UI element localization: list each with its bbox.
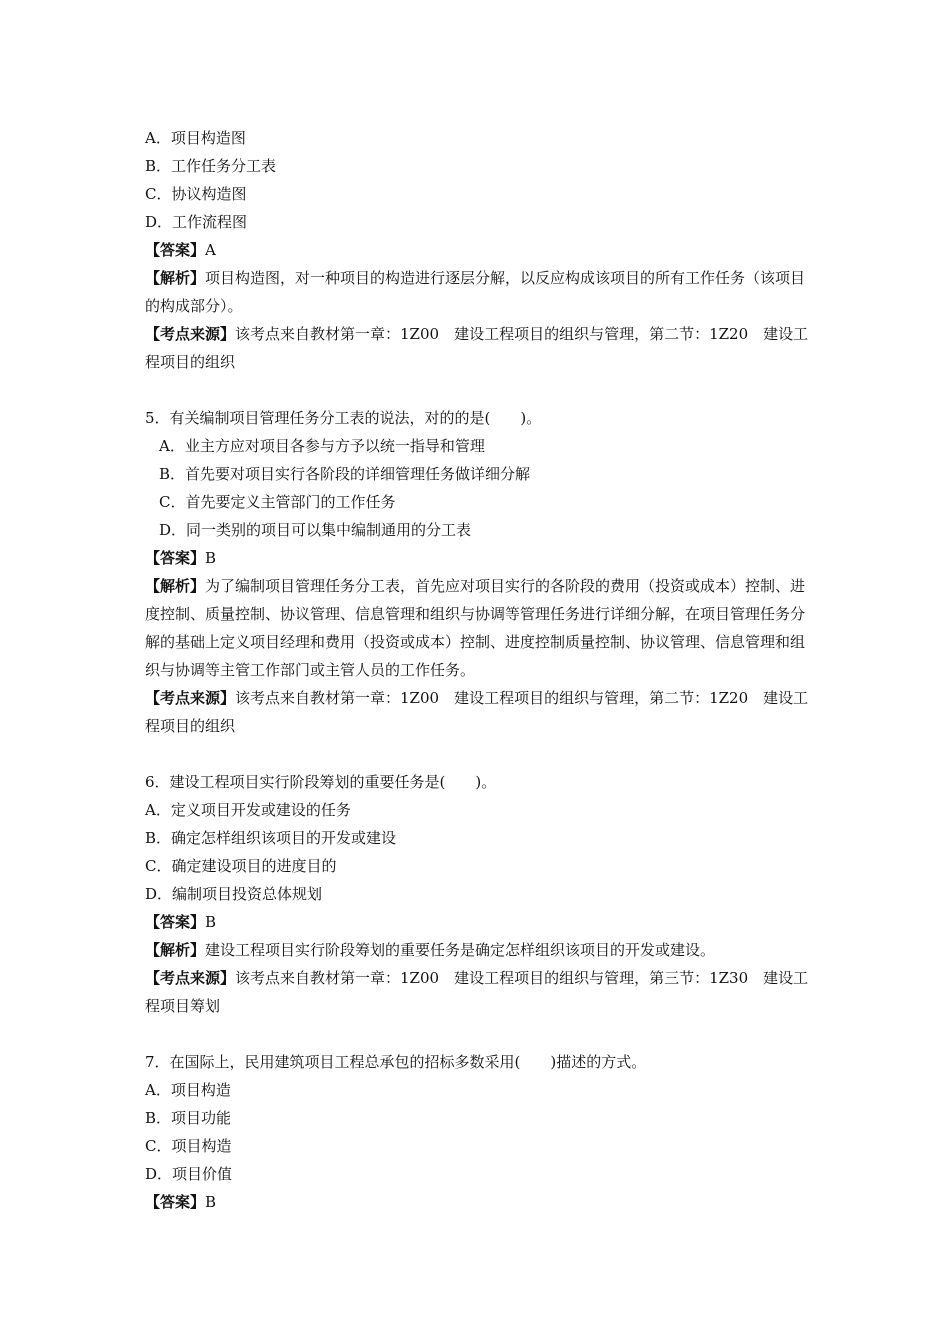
option-c: C．首先要定义主管部门的工作任务 — [159, 493, 396, 511]
question-stem: 6．建设工程项目实行阶段筹划的重要任务是( )。 — [145, 773, 497, 791]
option-d: D．项目价值 — [145, 1165, 233, 1183]
option-a: A．定义项目开发或建设的任务 — [145, 801, 351, 819]
answer-line — [145, 908, 815, 936]
option-d: D．工作流程图 — [145, 213, 248, 231]
question-stem: 7．在国际上，民用建筑项目工程总承包的招标多数采用( )描述的方式。 — [145, 1053, 647, 1071]
option-d: D．同一类别的项目可以集中编制通用的分工表 — [159, 521, 472, 539]
source-line — [145, 320, 815, 376]
analysis-text: 建设工程项目实行阶段筹划的重要任务是确定怎样组织该项目的开发或建设。 — [205, 941, 716, 959]
option-c: C．确定建设项目的进度目的 — [145, 857, 337, 875]
option-a: A．项目构造 — [145, 1081, 231, 1099]
question-7 — [145, 1048, 815, 1216]
answer-value: A — [205, 241, 216, 259]
answer-label: 【答案】 — [145, 913, 206, 931]
source-text: 该考点来自教材第一章：1Z00 建设工程项目的组织与管理，第三节：1Z30 建设工程项目筹划 — [145, 969, 809, 1015]
question-6 — [145, 768, 815, 1020]
option-b: B．确定怎样组织该项目的开发或建设 — [145, 829, 397, 847]
analysis-label: 【解析】 — [145, 941, 206, 959]
analysis-line — [145, 572, 815, 684]
analysis-text: 为了编制项目管理任务分工表，首先应对项目实行的各阶段的费用（投资或成本）控制、进度控制、质量控制、协议管理、信息管理和组织与协调等管理任务进行详细分解，在项目管理任务分解的基础上定义项目经理和费用（投资或成本）控制、进度控制质量控制、协议管理、信息管理和组织与协调等主管工作部门或主管人员的工作任务。 — [145, 577, 806, 679]
answer-line — [145, 236, 815, 264]
spacer — [145, 376, 815, 404]
analysis-line — [145, 264, 815, 320]
answer-label: 【答案】 — [145, 549, 206, 567]
option-c: C．协议构造图 — [145, 185, 247, 203]
source-line — [145, 684, 815, 740]
option-c: C．项目构造 — [145, 1137, 232, 1155]
analysis-label: 【解析】 — [145, 577, 206, 595]
spacer — [145, 1020, 815, 1048]
answer-line — [145, 544, 815, 572]
answer-label: 【答案】 — [145, 241, 206, 259]
spacer — [145, 740, 815, 768]
source-label: 【考点来源】 — [145, 325, 236, 343]
question-4 — [145, 124, 815, 376]
option-a: A．项目构造图 — [145, 129, 246, 147]
question-5 — [145, 404, 815, 740]
question-stem: 5．有关编制项目管理任务分工表的说法，对的的是( )。 — [145, 409, 542, 427]
document-page — [145, 124, 815, 1216]
source-label: 【考点来源】 — [145, 969, 236, 987]
analysis-label: 【解析】 — [145, 269, 206, 287]
source-label: 【考点来源】 — [145, 689, 236, 707]
answer-value: B — [205, 1193, 217, 1211]
answer-line — [145, 1188, 815, 1216]
analysis-text: 项目构造图，对一种项目的构造进行逐层分解，以反应构成该项目的所有工作任务（该项目的构成部分）。 — [145, 269, 806, 315]
answer-value: B — [205, 913, 217, 931]
answer-label: 【答案】 — [145, 1193, 206, 1211]
option-b: B．项目功能 — [145, 1109, 232, 1127]
option-d: D．编制项目投资总体规划 — [145, 885, 323, 903]
analysis-line — [145, 936, 815, 964]
source-text: 该考点来自教材第一章：1Z00 建设工程项目的组织与管理，第二节：1Z20 建设工程项目的组织 — [145, 689, 809, 735]
source-line — [145, 964, 815, 1020]
answer-value: B — [205, 549, 217, 567]
option-b: B．工作任务分工表 — [145, 157, 277, 175]
option-a: A．业主方应对项目各参与方予以统一指导和管理 — [159, 437, 485, 455]
source-text: 该考点来自教材第一章：1Z00 建设工程项目的组织与管理，第二节：1Z20 建设工程项目的组织 — [145, 325, 809, 371]
option-b: B．首先要对项目实行各阶段的详细管理任务做详细分解 — [159, 465, 531, 483]
